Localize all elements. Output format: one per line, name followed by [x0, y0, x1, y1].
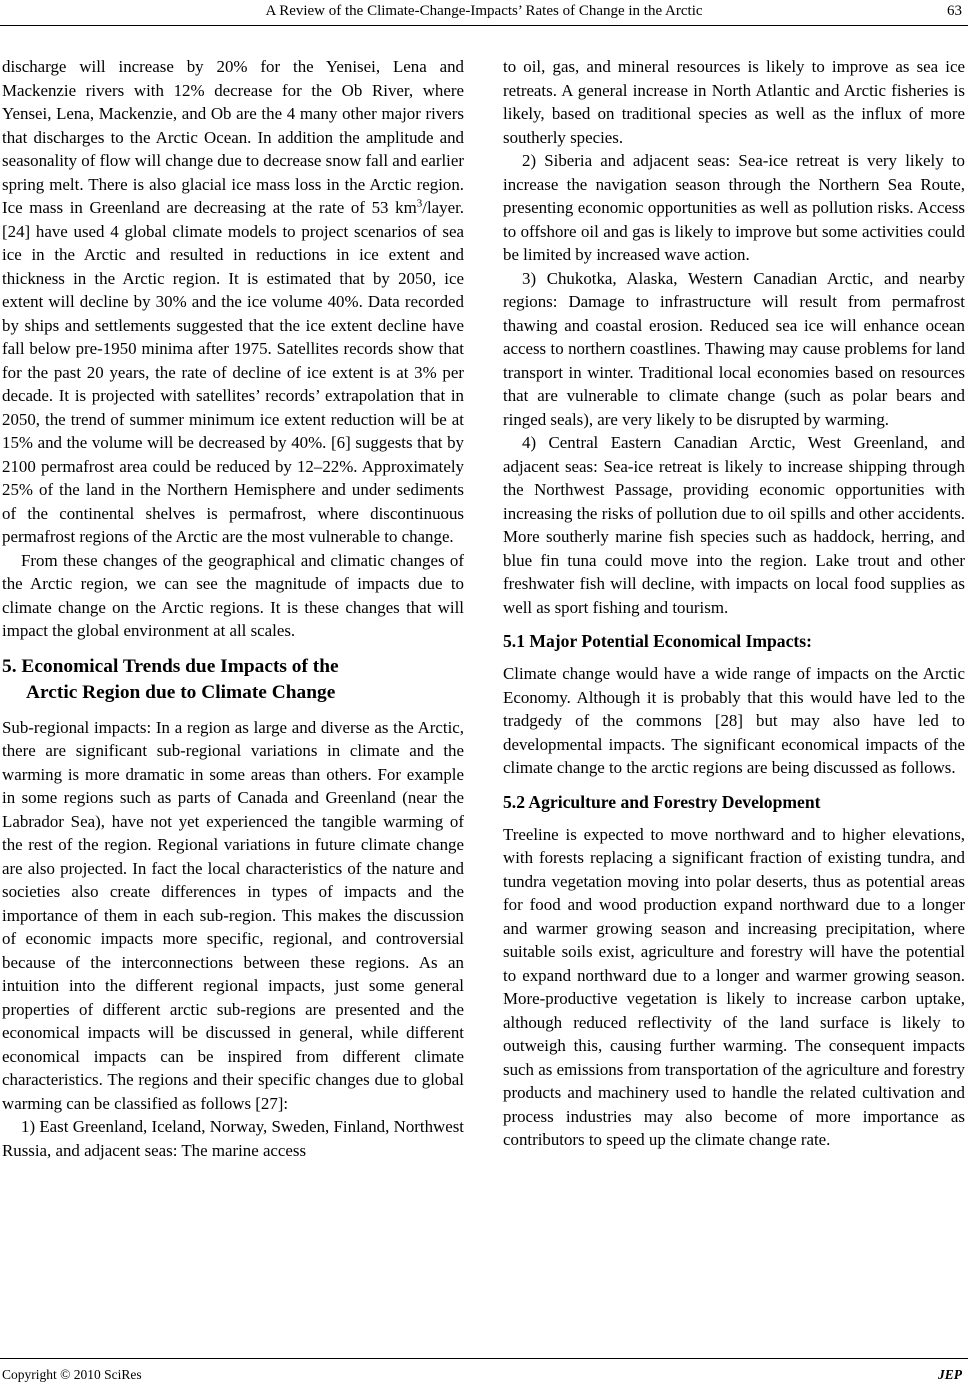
paragraph-text: discharge will increase by 20% for the Yenisei, Lena and Mackenzie rivers with 12% decrease for the Ob River, where Yensei, Lena, Mackenzie, and Ob are the 4 many other major rivers that discharges to the Arctic Ocean. In addition the amplitude and seasonality of flow will change due to decrease snow fall and earlier spring melt. There is also glacial ice mass loss in the Arctic region. Ice mass in Greenland are decreasing at the rate of 53 km	[2, 57, 464, 217]
paragraph-region-3: 3) Chukotka, Alaska, Western Canadian Arctic, and nearby regions: Damage to infrastructure will result from permafrost thawing and coastal erosion. Reduced sea ice will enhance ocean access to northern coastlines. Thawing may cause problems for land transport in winter. Traditional local economies based on resources that are vulnerable to climate change (such as polar bears and ringed seals), are very likely to be disrupted by warming.	[503, 268, 965, 429]
copyright-notice: Copyright © 2010 SciRes	[2, 1367, 142, 1382]
page-number: 63	[947, 3, 962, 19]
paragraph-economical-impacts: Climate change would have a wide range of impacts on the Arctic Economy. Although it is probably that this would have led to the tradgedy of the commons [28] but may also have led to developmental impacts. The significant economical impacts of the climate change to the arctic regions are being discussed as follows.	[503, 664, 965, 777]
section-5-1-heading: 5.1 Major Potential Economical Impacts:	[503, 631, 812, 651]
paragraph-region-1-cont: to oil, gas, and mineral resources is likely to improve as sea ice retreats. A general increase in North Atlantic and Arctic fisheries is likely, based on traditional species as well as the influx of more southerly species.	[503, 57, 965, 147]
paragraph-treeline: Treeline is expected to move northward and to higher elevations, with forests replacing a significant fraction of existing tundra, and tundra vegetation moving into polar deserts, thus as potential areas for food and wood production expand northward due to a longer and warmer growing season and increasing precipitation, where suitable soils exist, agriculture and forestry will have the potential to expand northward due to a longer and warmer growing season. More-productive vegetation is likely to increase carbon uptake, although reduced reflectivity of the land surface is likely to outweigh this, causing further warming. The consequent impacts such as emissions from transportation of the agriculture and forestry products and machinery used to handle the related cultivation and process industries may also become of more importance as contributors to speed up the climate change rate.	[503, 824, 965, 1149]
left-column	[2, 55, 464, 1162]
page-footer	[0, 1358, 968, 1382]
footer-rule	[0, 1358, 968, 1359]
journal-abbreviation: JEP	[937, 1367, 962, 1382]
section-5-2-heading: 5.2 Agriculture and Forestry Development	[503, 791, 821, 812]
running-title: A Review of the Climate-Change-Impacts’ Rates of Change in the Arctic	[265, 3, 703, 19]
paragraph-sub-regional: Sub-regional impacts: In a region as large and diverse as the Arctic, there are significant sub-regional variations in climate and the warming is more dramatic in some areas than others. For example in some regions such as parts of Canada and Greenland (near the Labrador Sea), have not yet experienced the tangible warming of the rest of the region. Regional variations in future climate change are also projected. In fact the local characteristics of the nature and societies also create differences in types of impacts and the importance of them in each sub-region. This makes the discussion of economic impacts more specific, regional, and controversial because of the interconnections between these regions. As an intuition into the different regional impacts, just some general properties of different arctic sub-regions are presented and the economical impacts will be discussed in general, while different economical impacts can be inspired from different climate characteristics. The regions and their specific changes due to global warming can be classified as follows [27]:	[2, 717, 464, 1113]
section-heading-line: 5. Economical Trends due Impacts of the	[2, 655, 339, 677]
header-rule	[0, 25, 968, 26]
superscript: 3	[416, 197, 423, 210]
paragraph-river-discharge	[2, 55, 464, 549]
running-header	[0, 0, 968, 26]
paragraph-magnitude: From these changes of the geographical and climatic changes of the Arctic region, we can see the magnitude of impacts due to climate change on the Arctic regions. It is these changes that will impact the global environment at all scales.	[2, 550, 464, 640]
paragraph-region-4: 4) Central Eastern Canadian Arctic, West Greenland, and adjacent seas: Sea-ice retreat is likely to increase shipping through the Northwest Passage, providing economic opportunities with increasing the risks of pollution due to oil spills and other accidents. More southerly marine fish species such as haddock, herring, and blue fin tuna could move into the region. Lake trout and other freshwater fish will decline, with impacts on local food supplies as well as sport fishing and tourism.	[503, 433, 965, 617]
section-5-heading	[2, 654, 464, 706]
paragraph-region-1: 1) East Greenland, Iceland, Norway, Sweden, Finland, Northwest Russia, and adjacent seas: The marine access	[2, 1117, 464, 1160]
paragraph-region-2: 2) Siberia and adjacent seas: Sea-ice retreat is very likely to increase the navigation season through the Northern Sea Route, presenting economic opportunities as well as pollution risks. Access to offshore oil and gas is likely to improve but some activities could be limited by increased wave action.	[503, 151, 965, 264]
section-heading-line: Arctic Region due to Climate Change	[26, 681, 336, 703]
right-column	[503, 55, 965, 1152]
paragraph-text: /layer. [24] have used 4 global climate models to project scenarios of sea ice in the Arctic and resulted in reductions in ice extent and thickness in the Arctic region. It is estimated that by 2050, ice extent will decline by 30% and the ice volume 40%. Data recorded by ships and settlements suggested that the ice extent decline have fall below pre-1950 minima after 1975. Satellites records show that for the past 20 years, the rate of decline of ice extent is at 3% per decade. It is projected with satellites’ records’ extrapolation that in 2050, the trend of summer minimum ice extent reduction will be at 15% and the volume will be decreased by 40%. [6] suggests that by 2100 permafrost area could be reduced by 12–22%. Approximately 25% of the land in the Northern Hemisphere and under sediments of the continental shelves is permafrost, where discontinuous permafrost regions of the Arctic are the most vulnerable to change.	[2, 198, 464, 546]
